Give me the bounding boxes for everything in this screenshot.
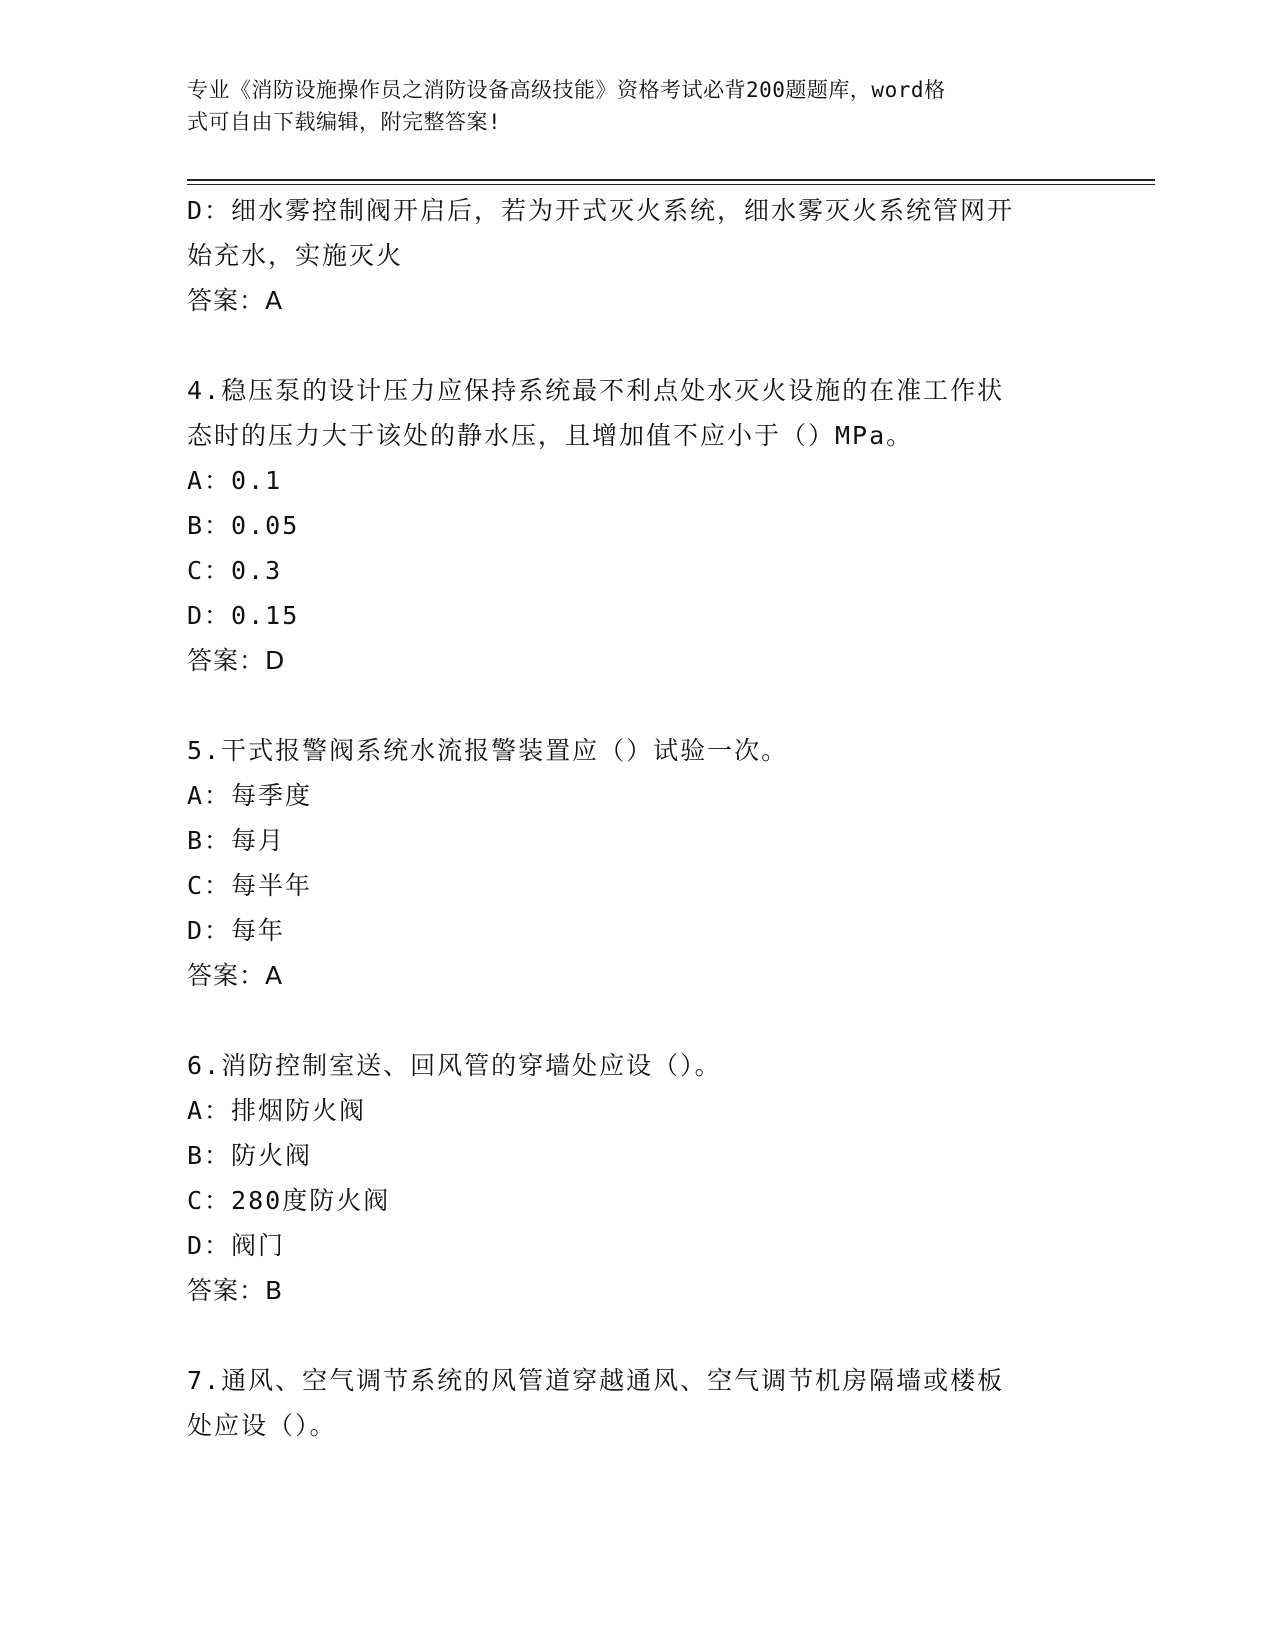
spacer: [187, 1313, 1087, 1358]
option-a: A：排烟防火阀: [187, 1096, 367, 1125]
question-6: [187, 1043, 1087, 1313]
option-b: B：防火阀: [187, 1141, 313, 1170]
option-d: D：0.15: [187, 601, 300, 630]
option-d-line-1: D：细水雾控制阀开启后，若为开式灭火系统，细水雾灭火系统管网开: [187, 196, 1015, 225]
option-a: A：每季度: [187, 781, 313, 810]
option-b: B：每月: [187, 826, 286, 855]
question-5: [187, 728, 1087, 998]
question-7: [187, 1358, 1087, 1448]
question-4: [187, 368, 1087, 683]
spacer: [187, 683, 1087, 728]
question-stem-line-1: 7.通风、空气调节系统的风管道穿越通风、空气调节机房隔墙或楼板: [187, 1366, 1005, 1395]
answer: 答案：A: [187, 286, 284, 315]
answer: 答案：D: [187, 646, 286, 675]
header-line-1: 专业《消防设施操作员之消防设备高级技能》资格考试必背200题题库，word格: [187, 78, 946, 102]
option-d: D：阀门: [187, 1231, 286, 1260]
question-stem-line-2: 态时的压力大于该处的静水压，且增加值不应小于（）MPa。: [187, 421, 914, 450]
option-c: C：每半年: [187, 871, 313, 900]
option-b: B：0.05: [187, 511, 300, 540]
question-list: [187, 188, 1087, 1448]
spacer: [187, 998, 1087, 1043]
option-a: A：0.1: [187, 466, 283, 495]
option-d: D：每年: [187, 916, 286, 945]
option-c: C：280度防火阀: [187, 1186, 391, 1215]
header-line-2: 式可自由下载编辑，附完整答案!: [187, 110, 502, 134]
spacer: [187, 323, 1087, 368]
answer: 答案：B: [187, 1276, 284, 1305]
question-stem-line-1: 6.消防控制室送、回风管的穿墙处应设（）。: [187, 1051, 722, 1080]
answer: 答案：A: [187, 961, 284, 990]
option-c: C：0.3: [187, 556, 283, 585]
question-stem-line-1: 5.干式报警阀系统水流报警装置应（）试验一次。: [187, 736, 789, 765]
header-divider-thick: [187, 179, 1155, 181]
question-stem-line-1: 4.稳压泵的设计压力应保持系统最不利点处水灭火设施的在准工作状: [187, 376, 1005, 405]
question-stem-line-2: 处应设（）。: [187, 1411, 337, 1440]
question-3-tail: [187, 188, 1087, 323]
option-d-line-2: 始充水，实施灭火: [187, 241, 404, 270]
document-header: [187, 74, 1087, 138]
header-divider-thin: [187, 184, 1155, 185]
